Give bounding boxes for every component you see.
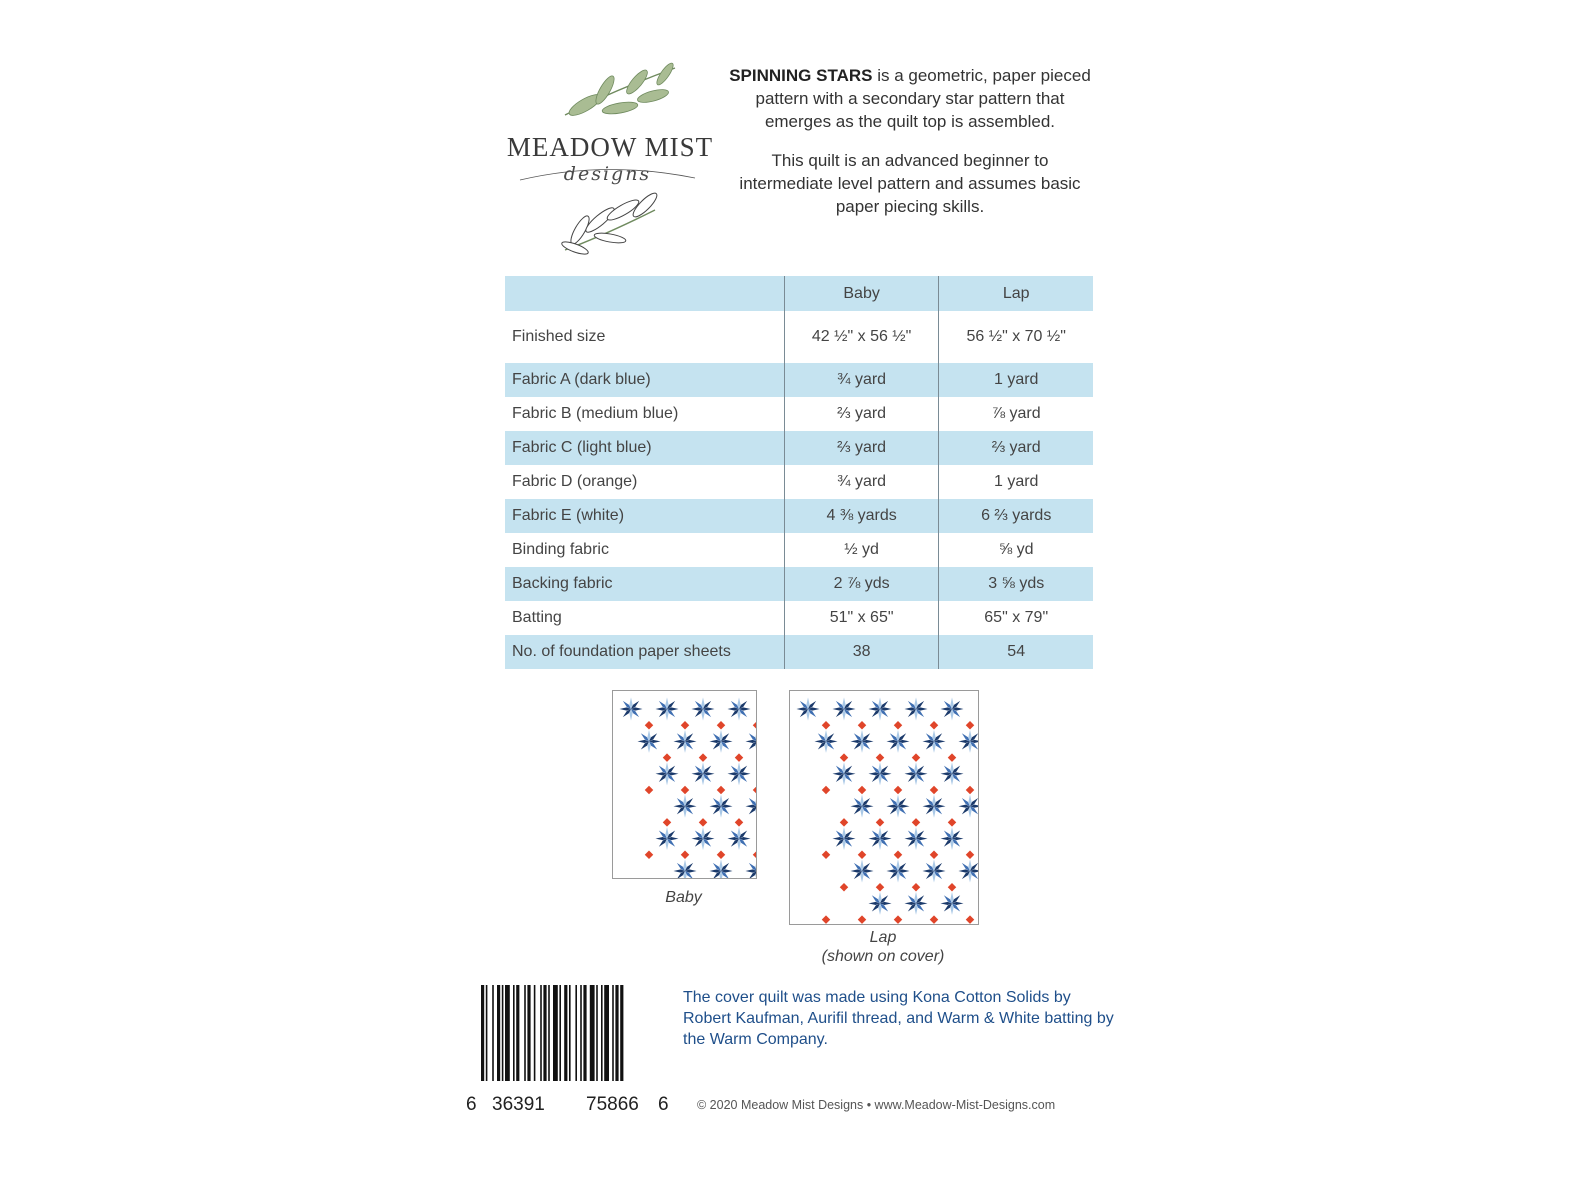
orange-diamond bbox=[822, 851, 830, 859]
barcode-bar bbox=[615, 985, 618, 1081]
star-block bbox=[691, 827, 714, 850]
orange-diamond bbox=[858, 915, 866, 923]
row-label: Fabric D (orange) bbox=[512, 473, 638, 490]
barcode bbox=[481, 985, 671, 1081]
barcode-bar bbox=[559, 985, 561, 1081]
orange-diamond bbox=[840, 753, 848, 761]
star-block bbox=[691, 762, 714, 785]
orange-diamond bbox=[894, 721, 902, 729]
table-row bbox=[505, 311, 1093, 363]
orange-diamond bbox=[663, 753, 671, 761]
star-block bbox=[922, 859, 945, 882]
orange-diamond bbox=[645, 786, 653, 794]
table-header-blank bbox=[505, 276, 784, 311]
orange-diamond bbox=[753, 786, 756, 794]
intro-paragraph-1 bbox=[725, 64, 1095, 133]
baby-value: 51" x 65" bbox=[784, 601, 939, 635]
star-block bbox=[832, 697, 855, 720]
star-block bbox=[958, 859, 978, 882]
star-block bbox=[904, 892, 927, 915]
orange-diamond bbox=[681, 721, 689, 729]
lap-quilt-image bbox=[790, 691, 978, 924]
orange-diamond bbox=[645, 721, 653, 729]
orange-diamond bbox=[948, 818, 956, 826]
star-block bbox=[832, 762, 855, 785]
barcode-bar bbox=[620, 985, 623, 1081]
row-label: No. of foundation paper sheets bbox=[512, 643, 731, 660]
star-block bbox=[850, 795, 873, 818]
table-row bbox=[505, 363, 1093, 397]
fabric-requirements-table bbox=[505, 276, 1093, 669]
table-row bbox=[505, 533, 1093, 567]
logo-subtitle: designs bbox=[563, 163, 652, 185]
star-block bbox=[655, 762, 678, 785]
logo-wordmark: MEADOW MIST bbox=[506, 132, 714, 162]
star-block bbox=[958, 795, 978, 818]
star-point bbox=[745, 805, 756, 808]
orange-diamond bbox=[930, 851, 938, 859]
star-block bbox=[745, 730, 756, 753]
orange-diamond bbox=[735, 818, 743, 826]
lap-value: 65" x 79" bbox=[939, 601, 1093, 635]
star-block bbox=[709, 730, 732, 753]
lap-value: 54 bbox=[939, 635, 1093, 669]
orange-diamond bbox=[840, 883, 848, 891]
lap-value: ⅞ yard bbox=[939, 397, 1093, 431]
star-block bbox=[922, 795, 945, 818]
orange-diamond bbox=[930, 915, 938, 923]
row-label: Fabric A (dark blue) bbox=[512, 371, 651, 388]
orange-diamond bbox=[876, 883, 884, 891]
star-block bbox=[727, 697, 750, 720]
barcode-digit-first: 6 bbox=[466, 1094, 477, 1115]
baby-quilt-diagram bbox=[612, 690, 757, 879]
barcode-bar bbox=[583, 985, 586, 1081]
table-header-baby: Baby bbox=[784, 276, 939, 311]
star-block bbox=[940, 697, 963, 720]
intro-paragraph-2: This quilt is an advanced beginner to intermediate level pattern and assumes basic paper piecing skills. bbox=[739, 151, 1081, 216]
star-block bbox=[637, 730, 660, 753]
table-header-row bbox=[505, 276, 1093, 311]
orange-diamond bbox=[858, 721, 866, 729]
barcode-bar bbox=[486, 985, 488, 1081]
star-block bbox=[886, 730, 909, 753]
barcode-bar bbox=[492, 985, 494, 1081]
cover-credits: The cover quilt was made using Kona Cotton Solids by Robert Kaufman, Aurifil thread, and Warm & White batting by the Warm Company. bbox=[683, 989, 1114, 1048]
orange-diamond bbox=[717, 851, 725, 859]
orange-diamond bbox=[753, 721, 756, 729]
barcode-bar bbox=[580, 985, 582, 1081]
barcode-bar bbox=[612, 985, 614, 1081]
star-block bbox=[655, 697, 678, 720]
lap-value: 56 ½" x 70 ½" bbox=[939, 311, 1093, 363]
baby-value: ¾ yard bbox=[784, 465, 939, 499]
barcode-bar bbox=[564, 985, 567, 1081]
row-label: Backing fabric bbox=[512, 575, 613, 592]
orange-diamond bbox=[930, 721, 938, 729]
lap-value: 1 yard bbox=[939, 465, 1093, 499]
barcode-bar bbox=[604, 985, 609, 1081]
barcode-bar bbox=[548, 985, 550, 1081]
row-label: Fabric C (light blue) bbox=[512, 439, 652, 456]
barcode-bars bbox=[481, 985, 671, 1081]
lap-value: ⅝ yd bbox=[939, 533, 1093, 567]
star-block bbox=[814, 730, 837, 753]
star-block bbox=[940, 827, 963, 850]
orange-diamond bbox=[930, 786, 938, 794]
star-block bbox=[922, 730, 945, 753]
star-point bbox=[745, 869, 756, 872]
barcode-bar bbox=[534, 985, 536, 1081]
orange-diamond bbox=[699, 753, 707, 761]
orange-diamond bbox=[663, 818, 671, 826]
star-block bbox=[958, 730, 978, 753]
baby-value: 2 ⅞ yds bbox=[784, 567, 939, 601]
barcode-bar bbox=[527, 985, 530, 1081]
row-label: Batting bbox=[512, 609, 562, 626]
copyright-footer: © 2020 Meadow Mist Designs • www.Meadow-Mist-Designs.com bbox=[697, 1098, 1056, 1112]
baby-value: 42 ½" x 56 ½" bbox=[784, 311, 939, 363]
lap-caption bbox=[789, 928, 977, 966]
baby-caption: Baby bbox=[665, 889, 702, 906]
star-point bbox=[745, 740, 756, 743]
orange-diamond bbox=[822, 915, 830, 923]
orange-diamond bbox=[876, 753, 884, 761]
star-block bbox=[850, 730, 873, 753]
barcode-bar bbox=[481, 985, 484, 1081]
star-block bbox=[904, 697, 927, 720]
table-row bbox=[505, 499, 1093, 533]
orange-diamond bbox=[858, 786, 866, 794]
star-block bbox=[940, 762, 963, 785]
table-row bbox=[505, 635, 1093, 669]
lap-value: 6 ⅔ yards bbox=[939, 499, 1093, 533]
barcode-bar bbox=[590, 985, 595, 1081]
lap-value: ⅔ yard bbox=[939, 431, 1093, 465]
star-block bbox=[673, 730, 696, 753]
baby-value: ½ yd bbox=[784, 533, 939, 567]
star-block bbox=[709, 795, 732, 818]
barcode-digits-left: 36391 bbox=[492, 1094, 545, 1115]
star-block bbox=[868, 697, 891, 720]
barcode-bar bbox=[513, 985, 515, 1081]
table-row bbox=[505, 431, 1093, 465]
barcode-bar bbox=[505, 985, 510, 1081]
brand-logo bbox=[505, 60, 725, 260]
orange-diamond bbox=[912, 753, 920, 761]
barcode-bar bbox=[543, 985, 546, 1081]
orange-diamond bbox=[966, 721, 974, 729]
star-block bbox=[727, 827, 750, 850]
barcode-digit-last: 6 bbox=[658, 1094, 669, 1115]
orange-diamond bbox=[753, 851, 756, 859]
lap-quilt-diagram bbox=[789, 690, 979, 925]
barcode-bar bbox=[524, 985, 526, 1081]
orange-diamond bbox=[894, 786, 902, 794]
barcode-bar bbox=[497, 985, 500, 1081]
intro-paragraph-1-rest: is a geometric, paper pieced pattern with a secondary star pattern that emerges as the quilt top is assembled. bbox=[755, 66, 1091, 131]
star-block bbox=[673, 795, 696, 818]
orange-diamond bbox=[858, 851, 866, 859]
orange-diamond bbox=[822, 786, 830, 794]
star-block bbox=[745, 795, 756, 818]
table-row bbox=[505, 601, 1093, 635]
table-row bbox=[505, 465, 1093, 499]
baby-value: ⅔ yard bbox=[784, 431, 939, 465]
barcode-bar bbox=[596, 985, 598, 1081]
star-block bbox=[868, 762, 891, 785]
baby-quilt-image bbox=[613, 691, 756, 878]
star-block bbox=[886, 859, 909, 882]
barcode-bar bbox=[502, 985, 504, 1081]
star-block bbox=[655, 827, 678, 850]
orange-diamond bbox=[681, 786, 689, 794]
barcode-bar bbox=[516, 985, 519, 1081]
orange-diamond bbox=[966, 786, 974, 794]
orange-diamond bbox=[699, 818, 707, 826]
orange-diamond bbox=[894, 915, 902, 923]
orange-diamond bbox=[681, 851, 689, 859]
table-row bbox=[505, 397, 1093, 431]
lap-value: 1 yard bbox=[939, 363, 1093, 397]
star-block bbox=[940, 892, 963, 915]
orange-diamond bbox=[912, 883, 920, 891]
orange-diamond bbox=[645, 851, 653, 859]
orange-diamond bbox=[966, 851, 974, 859]
barcode-bar bbox=[575, 985, 577, 1081]
orange-diamond bbox=[822, 721, 830, 729]
star-block bbox=[796, 697, 819, 720]
barcode-bar bbox=[601, 985, 603, 1081]
orange-diamond bbox=[876, 818, 884, 826]
row-label: Finished size bbox=[512, 328, 606, 345]
star-block bbox=[868, 892, 891, 915]
intro-text bbox=[725, 64, 1095, 234]
orange-diamond bbox=[948, 753, 956, 761]
star-block bbox=[619, 697, 642, 720]
orange-diamond bbox=[717, 786, 725, 794]
orange-diamond bbox=[948, 883, 956, 891]
star-block bbox=[727, 762, 750, 785]
star-block bbox=[850, 859, 873, 882]
baby-value: 38 bbox=[784, 635, 939, 669]
barcode-bar bbox=[553, 985, 558, 1081]
star-block bbox=[886, 795, 909, 818]
star-block bbox=[673, 859, 696, 878]
orange-diamond bbox=[912, 818, 920, 826]
star-block bbox=[691, 697, 714, 720]
row-label: Fabric B (medium blue) bbox=[512, 405, 679, 422]
barcode-bar bbox=[569, 985, 571, 1081]
lap-caption-title: Lap bbox=[869, 929, 897, 946]
baby-value: 4 ⅜ yards bbox=[784, 499, 939, 533]
star-block bbox=[904, 827, 927, 850]
orange-diamond bbox=[966, 915, 974, 923]
orange-diamond bbox=[735, 753, 743, 761]
lap-value: 3 ⅝ yds bbox=[939, 567, 1093, 601]
baby-value: ⅔ yard bbox=[784, 397, 939, 431]
row-label: Binding fabric bbox=[512, 541, 609, 558]
lap-caption-note: (shown on cover) bbox=[821, 948, 945, 965]
barcode-bar bbox=[540, 985, 542, 1081]
row-label: Fabric E (white) bbox=[512, 507, 625, 524]
star-block bbox=[745, 859, 756, 878]
orange-diamond bbox=[717, 721, 725, 729]
table-header-lap: Lap bbox=[939, 276, 1093, 311]
orange-diamond bbox=[840, 818, 848, 826]
orange-diamond bbox=[894, 851, 902, 859]
star-block bbox=[709, 859, 732, 878]
star-block bbox=[904, 762, 927, 785]
pattern-name: SPINNING STARS bbox=[729, 66, 873, 85]
star-block bbox=[832, 827, 855, 850]
baby-value: ¾ yard bbox=[784, 363, 939, 397]
table-row bbox=[505, 567, 1093, 601]
barcode-digits-right: 75866 bbox=[586, 1094, 639, 1115]
star-block bbox=[868, 827, 891, 850]
